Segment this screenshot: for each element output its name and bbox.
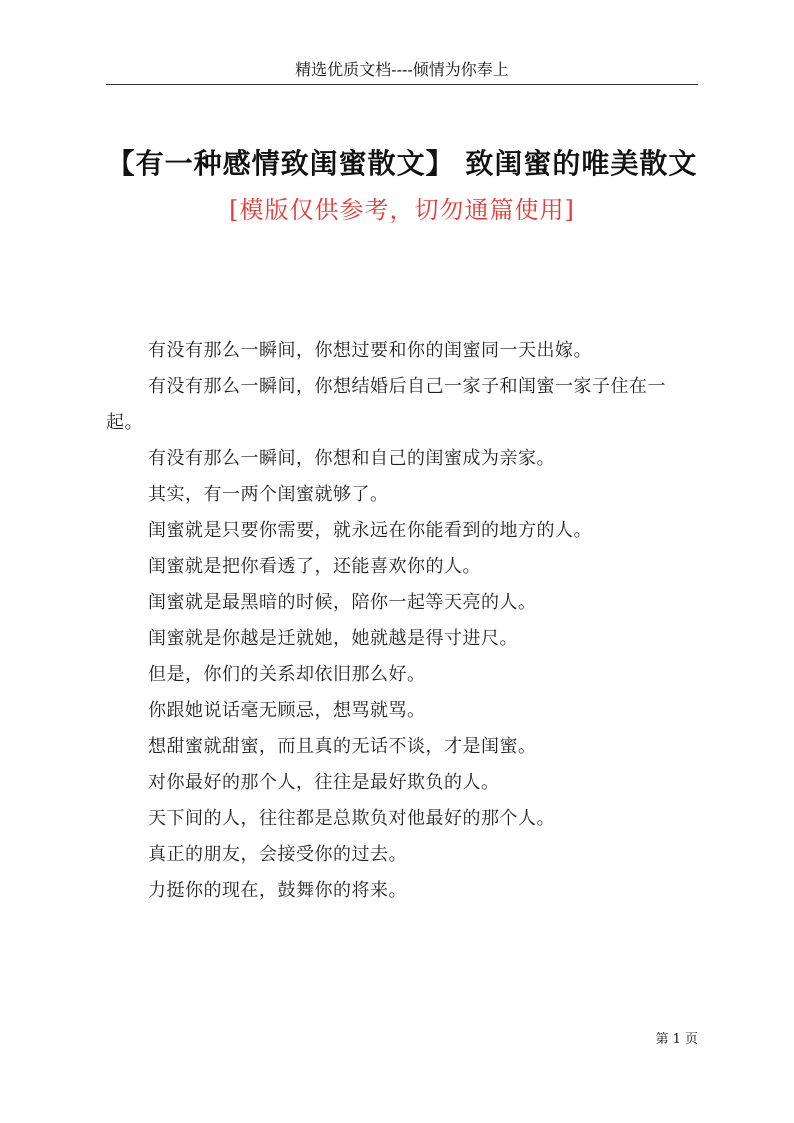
document-body [106, 333, 698, 909]
paragraph: 闺蜜就是把你看透了，还能喜欢你的人。 [148, 556, 481, 577]
paragraph: 你跟她说话毫无顾忌，想骂就骂。 [148, 700, 426, 721]
paragraph: 闺蜜就是只要你需要，就永远在你能看到的地方的人。 [148, 520, 592, 541]
paragraph: 对你最好的那个人，往往是最好欺负的人。 [148, 772, 500, 793]
paragraph: 力挺你的现在，鼓舞你的将来。 [148, 880, 407, 901]
paragraph: 闺蜜就是最黑暗的时候，陪你一起等天亮的人。 [148, 592, 537, 613]
document-subtitle: [模版仅供参考，切勿通篇使用] [229, 196, 575, 224]
paragraph: 闺蜜就是你越是迁就她，她就越是得寸进尺。 [148, 628, 518, 649]
paragraph: 有没有那么一瞬间，你想过要和你的闺蜜同一天出嫁。 [148, 340, 592, 361]
paragraph: 其实，有一两个闺蜜就够了。 [148, 484, 389, 505]
paragraph: 想甜蜜就甜蜜，而且真的无话不谈，才是闺蜜。 [148, 736, 537, 757]
title-block [106, 142, 698, 228]
paragraph: 有没有那么一瞬间，你想和自己的闺蜜成为亲家。 [148, 448, 555, 469]
paragraph: 天下间的人，往往都是总欺负对他最好的那个人。 [148, 808, 555, 829]
paragraph: 但是，你们的关系却依旧那么好。 [148, 664, 426, 685]
page-number: 第 1 页 [655, 1032, 698, 1047]
document-title: 【有一种感情致闺蜜散文】 致闺蜜的唯美散文 [106, 147, 698, 180]
page-header [106, 56, 698, 85]
paragraph: 有没有那么一瞬间，你想结婚后自己一家子和闺蜜一家子住在一起。 [106, 376, 666, 433]
header-text: 精选优质文档----倾情为你奉上 [295, 60, 509, 79]
paragraph: 真正的朋友，会接受你的过去。 [148, 844, 407, 865]
